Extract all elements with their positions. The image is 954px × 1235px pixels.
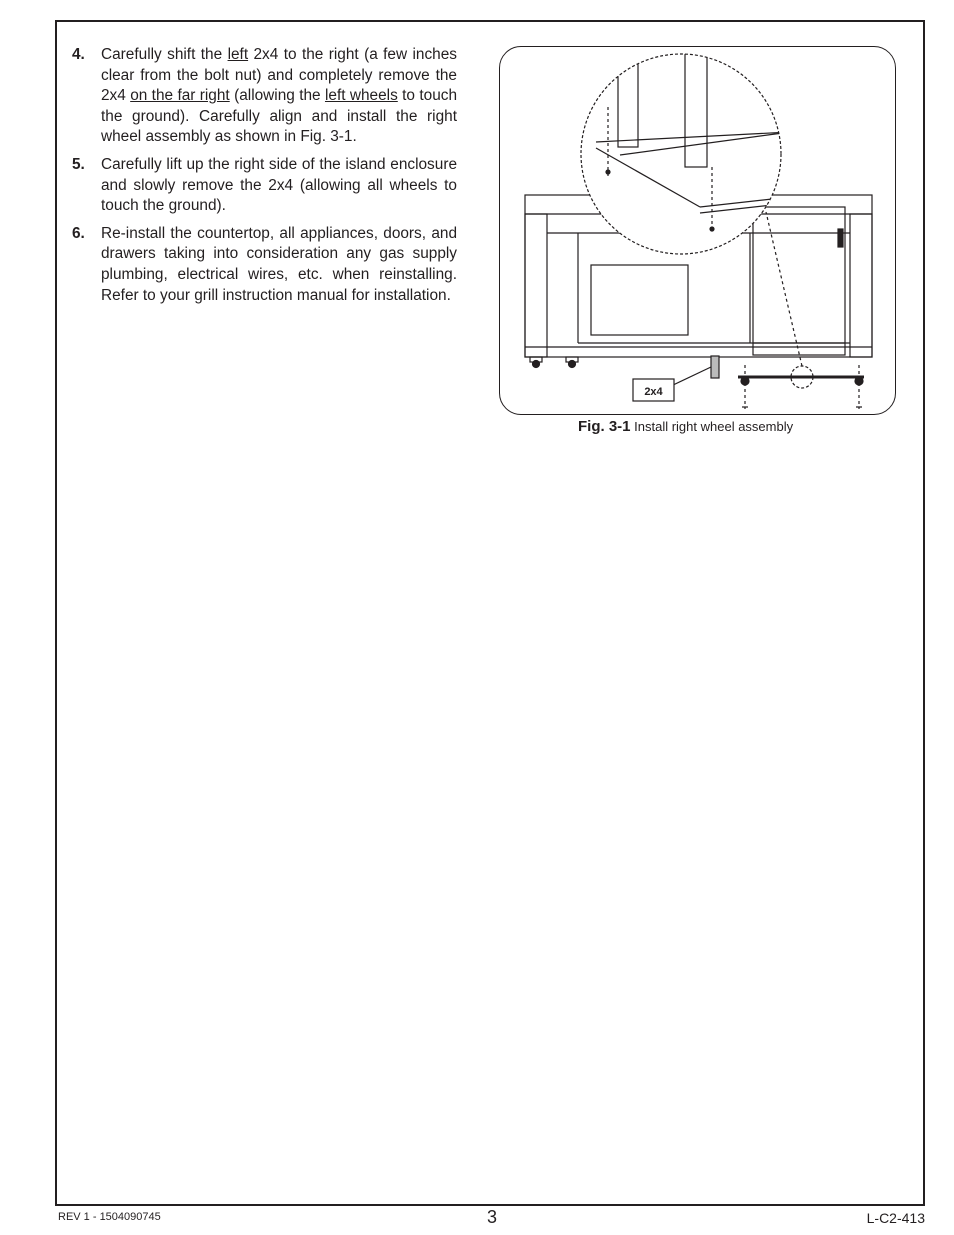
- step-item: [72, 155, 457, 217]
- step-item: [72, 224, 457, 306]
- step-number: 5.: [72, 155, 85, 173]
- access-panel: [591, 265, 688, 335]
- revision-number: REV 1 - 1504090745: [58, 1211, 161, 1223]
- left-wheel-icon: [530, 357, 578, 368]
- step-item: [72, 45, 457, 148]
- zoom-detail-circle: [581, 54, 781, 254]
- 2x4-label: 2x4: [644, 386, 663, 398]
- cabinet-door: [753, 207, 845, 355]
- figure-3-1: [499, 46, 896, 415]
- 2x4-block: [711, 356, 719, 378]
- wheel-assembly-illustration: [500, 47, 896, 415]
- step-text-underlined: left: [227, 46, 249, 63]
- step-text-segment: Carefully shift the: [101, 46, 228, 63]
- step-number: 4.: [72, 46, 85, 63]
- page-number: 3: [486, 1207, 497, 1227]
- step-text-underlined: left wheels: [324, 87, 398, 105]
- figure-title: Install right wheel assembly: [634, 419, 794, 434]
- step-text-segment: (allowing the: [229, 87, 325, 105]
- step-text-segment: Re-install the countertop, all appliances, doors, and drawers taking into consideration any gas supply plumbing, electrical wires, etc. when reinstalling. Refer to your grill instruction manual for installation.: [101, 224, 457, 304]
- step-text-underlined: on the far right: [130, 87, 230, 105]
- document-code: L-C2-413: [866, 1210, 925, 1226]
- figure-caption: [578, 418, 793, 435]
- instruction-steps: [72, 45, 457, 313]
- step-text-segment: Carefully lift up the right side of the island enclosure and slowly remove the 2x4 (allowing all wheels to touch the ground).: [101, 155, 457, 215]
- step-text-segment: to touch the ground). Carefully align and install the right wheel assembly as shown in Fig. 3-1.: [101, 87, 458, 146]
- step-number: 6.: [72, 224, 85, 242]
- step-text-segment: 2x4 to the right (a few inches clear from the bolt nut) and completely remove the 2x4: [101, 46, 457, 105]
- figure-number: Fig. 3-1: [578, 418, 631, 435]
